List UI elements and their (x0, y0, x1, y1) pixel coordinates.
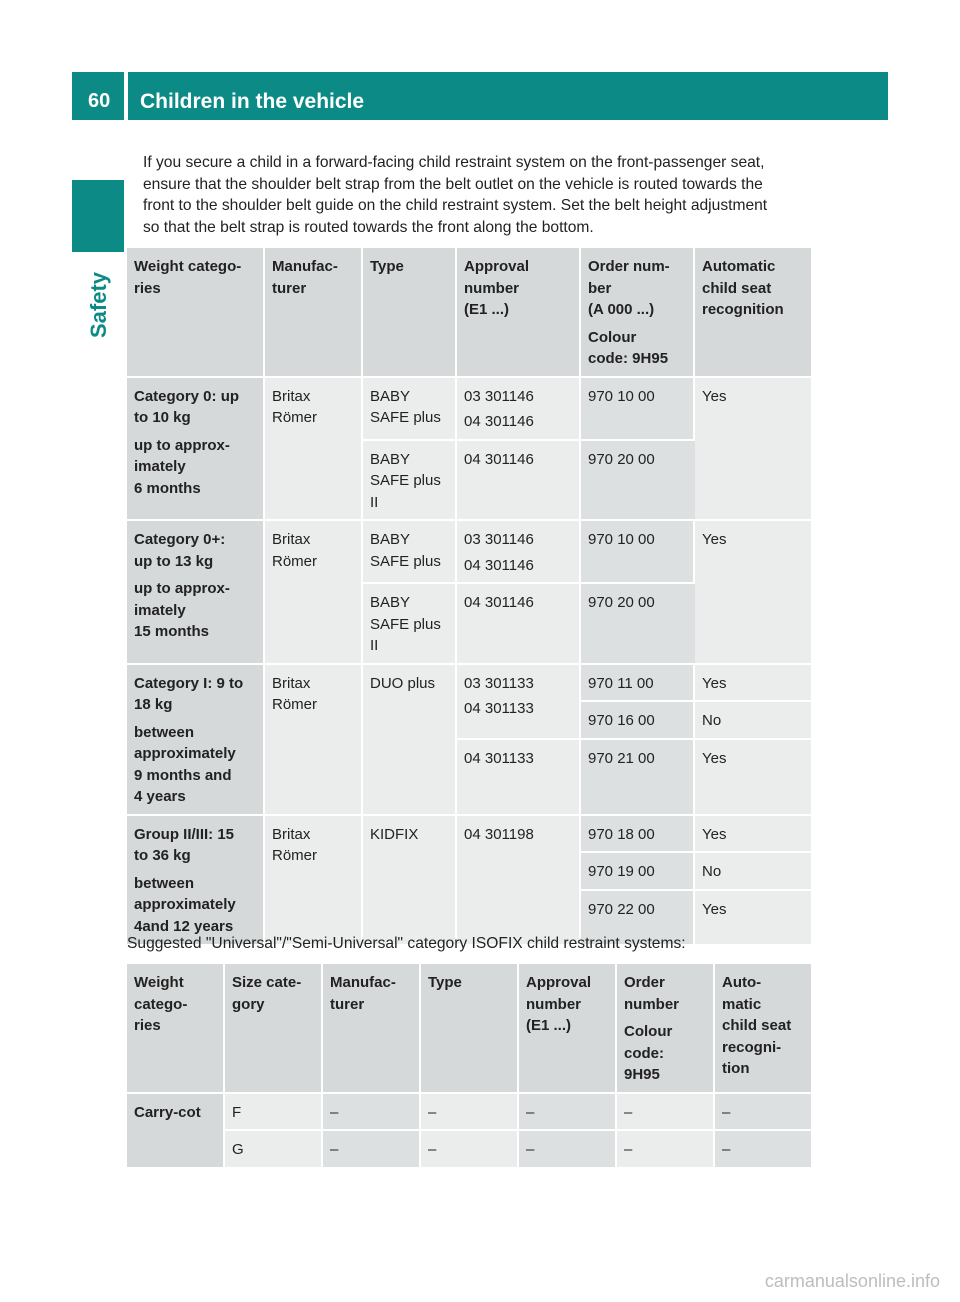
approval-cell: – (519, 1094, 617, 1132)
auto-recognition-cell: Yes (695, 665, 811, 703)
type-cell: – (421, 1094, 519, 1132)
type-cell: BABY SAFE plus II (363, 584, 457, 665)
isofix-table (127, 964, 811, 1169)
header-size-category: Size cate- gory (225, 964, 323, 1094)
approval-cell: 03 301146 04 301146 (457, 521, 581, 584)
order-cell: 970 21 00 (581, 740, 695, 816)
header-auto-recognition: Automatic child seat recognition (695, 248, 811, 378)
order-cell: – (617, 1131, 715, 1169)
type-cell: BABY SAFE plus (363, 378, 457, 441)
order-cell: 970 20 00 (581, 584, 695, 665)
page-number: 60 (72, 72, 124, 120)
auto-recognition-cell: No (695, 702, 811, 740)
auto-recognition-cell: Yes (695, 378, 811, 522)
header-type: Type (421, 964, 519, 1094)
approval-cell: 04 301198 (457, 816, 581, 946)
table-row (127, 665, 811, 703)
order-cell: 970 20 00 (581, 441, 695, 522)
type-cell: – (421, 1131, 519, 1169)
page-header (72, 72, 888, 120)
type-cell: KIDFIX (363, 816, 457, 946)
order-cell: 970 10 00 (581, 521, 695, 584)
header-approval: Approval number (E1 ...) (457, 248, 581, 378)
category-1-cell: Category I: 9 to 18 kg between approximately 9 months and 4 years (127, 665, 265, 816)
manufacturer-cell: Britax Römer (265, 378, 363, 522)
order-cell: 970 10 00 (581, 378, 695, 441)
auto-recognition-cell: – (715, 1131, 811, 1169)
header-weight: Weight catego- ries (127, 248, 265, 378)
manufacturer-cell: – (323, 1094, 421, 1132)
auto-recognition-cell: – (715, 1094, 811, 1132)
table-row (127, 1131, 811, 1169)
approval-cell: 03 301146 04 301146 (457, 378, 581, 441)
watermark: carmanualsonline.info (764, 1271, 940, 1291)
manufacturer-cell: Britax Römer (265, 665, 363, 816)
type-cell: BABY SAFE plus II (363, 441, 457, 522)
table-header-row (127, 964, 811, 1094)
order-cell: 970 11 00 (581, 665, 695, 703)
auto-recognition-cell: Yes (695, 740, 811, 816)
size-cell: G (225, 1131, 323, 1169)
auto-recognition-cell: No (695, 853, 811, 891)
intro-paragraph: If you secure a child in a forward-facing child restraint system on the front-passenger seat, ensure that the shoulder belt strap from the belt outlet on the vehicle is routed towards the front to the shoulder belt guide on the child restraint system. Set the belt height adjustment so that the belt strap is routed towards the front along the bottom. (143, 154, 768, 236)
header-weight: Weight catego- ries (127, 964, 225, 1094)
child-seat-table (127, 248, 811, 946)
auto-recognition-cell: Yes (695, 521, 811, 665)
header-order: Order num- ber (A 000 ...) Colour code: 9H95 (581, 248, 695, 378)
isofix-caption: Suggested "Universal"/"Semi-Universal" category ISOFIX child restraint systems: (127, 935, 686, 952)
group-2-3-cell: Group II/III: 15 to 36 kg between approximately 4and 12 years (127, 816, 265, 946)
table-row (127, 378, 811, 441)
type-cell: BABY SAFE plus (363, 521, 457, 584)
manufacturer-cell: Britax Römer (265, 816, 363, 946)
sidebar-marker (72, 180, 124, 252)
order-cell: 970 18 00 (581, 816, 695, 854)
carry-cot-cell: Carry-cot (127, 1094, 225, 1169)
table-row (127, 816, 811, 854)
table-row (127, 521, 811, 584)
auto-recognition-cell: Yes (695, 816, 811, 854)
order-cell: 970 22 00 (581, 891, 695, 946)
order-cell: 970 19 00 (581, 853, 695, 891)
category-0plus-cell: Category 0+: up to 13 kg up to approx- imately 15 months (127, 521, 265, 665)
section-title: Children in the vehicle (128, 72, 888, 120)
category-0-cell: Category 0: up to 10 kg up to approx- imately 6 months (127, 378, 265, 522)
table-header-row (127, 248, 811, 378)
size-cell: F (225, 1094, 323, 1132)
approval-cell: 04 301146 (457, 441, 581, 522)
approval-cell: 04 301146 (457, 584, 581, 665)
header-type: Type (363, 248, 457, 378)
order-cell: – (617, 1094, 715, 1132)
header-auto-recognition: Auto- matic child seat recogni- tion (715, 964, 811, 1094)
header-approval: Approval number (E1 ...) (519, 964, 617, 1094)
approval-cell: 04 301133 (457, 740, 581, 816)
manufacturer-cell: Britax Römer (265, 521, 363, 665)
type-cell: DUO plus (363, 665, 457, 816)
table-row (127, 1094, 811, 1132)
order-cell: 970 16 00 (581, 702, 695, 740)
header-manufacturer: Manufac- turer (265, 248, 363, 378)
sidebar-label: Safety (86, 271, 111, 339)
header-manufacturer: Manufac- turer (323, 964, 421, 1094)
header-order: Order number Colour code: 9H95 (617, 964, 715, 1094)
approval-cell: 03 301133 04 301133 (457, 665, 581, 740)
auto-recognition-cell: Yes (695, 891, 811, 946)
approval-cell: – (519, 1131, 617, 1169)
manufacturer-cell: – (323, 1131, 421, 1169)
